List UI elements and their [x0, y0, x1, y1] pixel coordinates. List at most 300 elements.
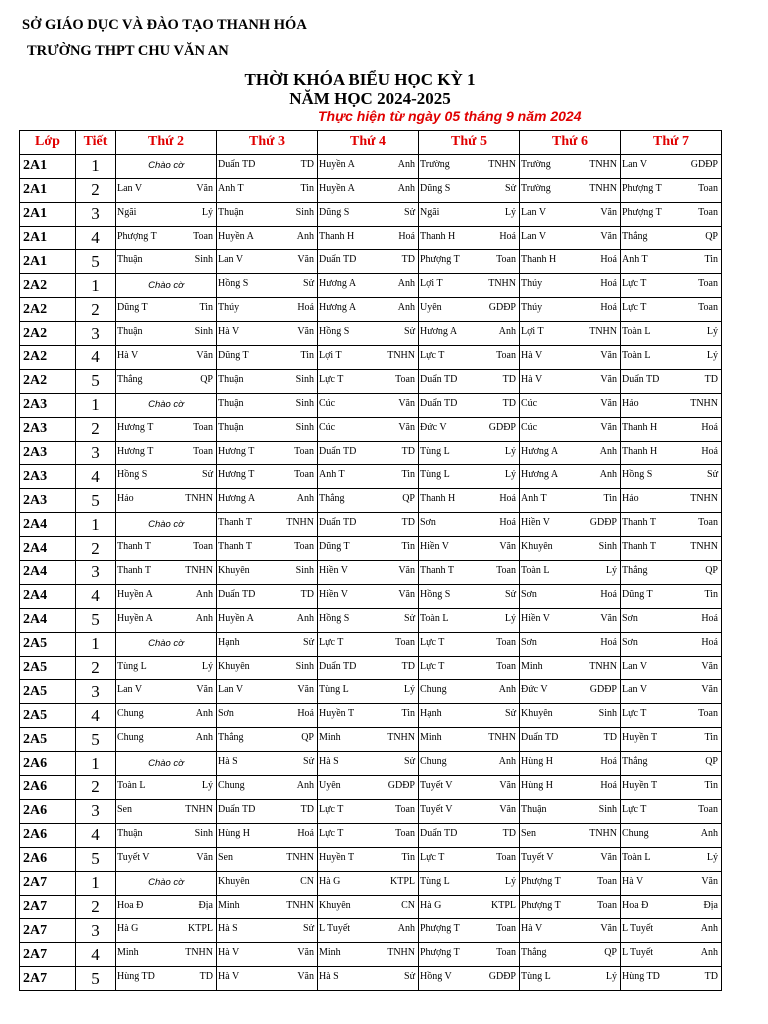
subject-name: Anh: [195, 732, 213, 744]
period-cell: 1: [76, 871, 116, 895]
subject-name: Toan: [193, 445, 213, 457]
lesson-cell: [520, 441, 621, 465]
lesson-cell: [419, 584, 520, 608]
lesson-cell: [318, 274, 419, 298]
lesson-cell: [520, 823, 621, 847]
teacher-name: Lan V: [521, 206, 547, 218]
subject-name: Văn: [499, 803, 516, 815]
teacher-name: Huyền T: [622, 780, 658, 792]
subject-name: TD: [401, 660, 415, 672]
subject-name: Toan: [496, 660, 516, 672]
subject-name: TD: [300, 803, 314, 815]
period-cell: 3: [76, 561, 116, 585]
subject-name: TNHN: [185, 803, 213, 815]
lesson-cell: [217, 513, 318, 537]
subject-name: Tin: [401, 541, 415, 553]
subject-name: QP: [301, 732, 314, 744]
class-cell: 2A4: [20, 513, 76, 537]
lesson-cell: [116, 465, 217, 489]
subject-name: Sử: [505, 182, 516, 194]
subject-name: Hoá: [600, 588, 617, 600]
teacher-name: Lợi T: [521, 326, 544, 338]
teacher-name: L Tuyết: [622, 923, 654, 935]
teacher-name: Khuyên: [521, 541, 553, 553]
teacher-name: Lực T: [319, 636, 344, 648]
subject-name: Tin: [401, 469, 415, 481]
subject-name: Tin: [704, 588, 718, 600]
teacher-name: Huyền A: [218, 230, 254, 242]
subject-name: Sử: [404, 756, 415, 768]
teacher-name: Hương T: [218, 445, 255, 457]
lesson-cell: [520, 154, 621, 178]
subject-name: Hoá: [297, 708, 314, 720]
teacher-name: Thanh T: [117, 565, 151, 577]
subject-name: Anh: [599, 469, 617, 481]
class-cell: 2A1: [20, 202, 76, 226]
teacher-name: Hương T: [218, 469, 255, 481]
lesson-cell: [621, 584, 722, 608]
subject-name: Văn: [297, 684, 314, 696]
teacher-name: Hiền V: [521, 612, 550, 624]
lesson-cell: [520, 895, 621, 919]
subject-name: TNHN: [286, 899, 314, 911]
lesson-cell: [318, 847, 419, 871]
period-cell: 5: [76, 250, 116, 274]
lesson-cell: [318, 919, 419, 943]
teacher-name: Thắng: [218, 732, 244, 744]
teacher-name: Minh: [319, 947, 341, 959]
teacher-name: Minh: [420, 732, 442, 744]
lesson-cell: [116, 776, 217, 800]
lesson-cell: [419, 943, 520, 967]
subject-name: Hoá: [701, 636, 718, 648]
subject-name: Toan: [193, 230, 213, 242]
class-cell: 2A3: [20, 393, 76, 417]
lesson-cell: [621, 943, 722, 967]
subject-name: Hoá: [600, 780, 617, 792]
subject-name: KTPL: [390, 875, 415, 887]
lesson-cell: [520, 847, 621, 871]
teacher-name: Lực T: [319, 827, 344, 839]
subject-name: TD: [401, 445, 415, 457]
subject-name: Sử: [505, 588, 516, 600]
teacher-name: Chung: [420, 684, 447, 696]
teacher-name: Duẩn TD: [420, 827, 458, 839]
teacher-name: Toàn L: [521, 565, 550, 577]
teacher-name: Lực T: [622, 708, 647, 720]
table-row: [20, 393, 722, 417]
subject-name: Hoá: [499, 230, 516, 242]
lesson-cell: [621, 823, 722, 847]
period-cell: 3: [76, 799, 116, 823]
teacher-name: Chung: [218, 780, 245, 792]
lesson-cell: [116, 608, 217, 632]
teacher-name: Uyên: [420, 302, 442, 314]
subject-name: Tin: [704, 780, 718, 792]
teacher-name: Tùng L: [117, 660, 147, 672]
teacher-name: Đức V: [521, 684, 548, 696]
subject-name: Toan: [294, 469, 314, 481]
period-cell: 4: [76, 943, 116, 967]
lesson-cell: [116, 202, 217, 226]
subject-name: Hoá: [701, 612, 718, 624]
teacher-name: Sen: [521, 827, 536, 839]
lesson-cell: [520, 513, 621, 537]
subject-name: Hoá: [398, 230, 415, 242]
teacher-name: Lan V: [622, 158, 648, 170]
col-header-tuesday: Thứ 3: [217, 131, 318, 155]
lesson-cell: [419, 537, 520, 561]
lesson-cell: [621, 537, 722, 561]
teacher-name: Lực T: [420, 636, 445, 648]
teacher-name: Thanh H: [420, 230, 456, 242]
period-cell: 1: [76, 752, 116, 776]
lesson-cell: [419, 202, 520, 226]
subject-name: Lý: [201, 206, 213, 218]
subject-name: Văn: [600, 206, 617, 218]
col-header-class: Lớp: [20, 131, 76, 155]
teacher-name: Lan V: [117, 182, 143, 194]
teacher-name: Anh T: [622, 254, 648, 266]
lesson-cell: [621, 202, 722, 226]
subject-name: Toan: [597, 899, 617, 911]
teacher-name: Thuận: [218, 206, 244, 218]
teacher-name: Thanh T: [622, 517, 656, 529]
lesson-cell: [217, 298, 318, 322]
subject-name: Lý: [706, 851, 718, 863]
lesson-cell: [419, 823, 520, 847]
teacher-name: Lực T: [622, 302, 647, 314]
table-row: [20, 895, 722, 919]
teacher-name: Lan V: [117, 684, 143, 696]
subject-name: Sinh: [295, 397, 314, 409]
lesson-cell: [318, 537, 419, 561]
subject-name: TNHN: [185, 493, 213, 505]
lesson-cell: [217, 704, 318, 728]
lesson-cell: [217, 226, 318, 250]
teacher-name: Huyền A: [319, 182, 355, 194]
subject-name: Sinh: [194, 827, 213, 839]
subject-name: Lý: [605, 565, 617, 577]
teacher-name: Anh T: [218, 182, 244, 194]
subject-name: Văn: [701, 875, 718, 887]
subject-name: TD: [603, 732, 617, 744]
teacher-name: Dũng T: [117, 302, 148, 314]
lesson-cell: [419, 226, 520, 250]
subject-name: Toan: [294, 541, 314, 553]
period-cell: 2: [76, 895, 116, 919]
subject-name: Sử: [404, 971, 415, 983]
teacher-name: Lực T: [622, 803, 647, 815]
subject-name: TD: [704, 971, 718, 983]
subject-name: GDĐP: [488, 421, 516, 433]
class-cell: 2A3: [20, 465, 76, 489]
table-row: [20, 656, 722, 680]
lesson-cell: [318, 561, 419, 585]
lesson-cell: [419, 322, 520, 346]
table-row: [20, 847, 722, 871]
teacher-name: Trường: [420, 158, 450, 170]
teacher-name: Hồng S: [117, 469, 148, 481]
class-cell: 2A2: [20, 274, 76, 298]
lesson-cell: [217, 322, 318, 346]
subject-name: Sử: [303, 278, 314, 290]
teacher-name: Khuyên: [218, 660, 250, 672]
subject-name: QP: [705, 230, 718, 242]
lesson-cell: [419, 704, 520, 728]
lesson-cell: [621, 322, 722, 346]
lesson-cell: [621, 298, 722, 322]
lesson-cell: [318, 202, 419, 226]
lesson-cell: [116, 369, 217, 393]
teacher-name: Khuyên: [218, 565, 250, 577]
teacher-name: Thắng: [622, 230, 648, 242]
teacher-name: Hảo: [117, 493, 134, 505]
subject-name: Toan: [698, 278, 718, 290]
subject-name: Lý: [201, 780, 213, 792]
class-cell: 2A7: [20, 967, 76, 991]
subject-name: TD: [300, 158, 314, 170]
lesson-cell: [419, 465, 520, 489]
subject-name: Tin: [603, 493, 617, 505]
subject-name: Tin: [300, 350, 314, 362]
lesson-cell: [318, 346, 419, 370]
class-cell: 2A1: [20, 250, 76, 274]
subject-name: TD: [401, 517, 415, 529]
teacher-name: Duẩn TD: [319, 660, 357, 672]
lesson-cell: [116, 489, 217, 513]
teacher-name: Hùng H: [218, 827, 250, 839]
teacher-name: Thắng: [521, 947, 547, 959]
subject-name: Lý: [706, 326, 718, 338]
subject-name: Sử: [707, 469, 718, 481]
subject-name: Sử: [303, 923, 314, 935]
lesson-cell: [217, 608, 318, 632]
subject-name: Toan: [496, 565, 516, 577]
lesson-cell: [116, 250, 217, 274]
lesson-cell: [217, 393, 318, 417]
col-header-period: Tiết: [76, 131, 116, 155]
lesson-cell: [419, 967, 520, 991]
teacher-name: Anh T: [521, 493, 547, 505]
lesson-cell: [621, 847, 722, 871]
lesson-cell: [520, 417, 621, 441]
teacher-name: Thanh T: [218, 517, 252, 529]
period-cell: 3: [76, 202, 116, 226]
lesson-cell: [520, 608, 621, 632]
lesson-cell: [217, 346, 318, 370]
lesson-cell: [318, 393, 419, 417]
table-row: [20, 178, 722, 202]
table-row: [20, 202, 722, 226]
subject-name: Sử: [202, 469, 213, 481]
lesson-cell: [621, 417, 722, 441]
lesson-cell: [621, 178, 722, 202]
table-row: [20, 752, 722, 776]
school-name: TRƯỜNG THPT CHU VĂN AN: [27, 43, 229, 59]
subject-name: TNHN: [488, 732, 516, 744]
teacher-name: Hồng V: [420, 971, 452, 983]
subject-name: QP: [402, 493, 415, 505]
subject-name: Anh: [397, 182, 415, 194]
lesson-cell: [520, 250, 621, 274]
subject-name: QP: [604, 947, 617, 959]
lesson-cell: [520, 799, 621, 823]
period-cell: 5: [76, 608, 116, 632]
lesson-cell: [116, 895, 217, 919]
lesson-cell: [419, 298, 520, 322]
class-cell: 2A2: [20, 298, 76, 322]
teacher-name: Hương T: [117, 445, 154, 457]
lesson-cell: [419, 250, 520, 274]
lesson-cell: [621, 632, 722, 656]
class-cell: 2A6: [20, 752, 76, 776]
teacher-name: Hạnh: [218, 636, 240, 648]
lesson-cell: [419, 632, 520, 656]
lesson-cell: [520, 226, 621, 250]
subject-name: Hoá: [297, 302, 314, 314]
lesson-cell: [520, 178, 621, 202]
lesson-cell: [116, 441, 217, 465]
table-row: [20, 608, 722, 632]
teacher-name: Hà G: [420, 899, 442, 911]
subject-name: Toan: [496, 923, 516, 935]
lesson-cell: [621, 561, 722, 585]
lesson-cell: [419, 393, 520, 417]
lesson-cell: [520, 465, 621, 489]
teacher-name: Hùng H: [521, 780, 553, 792]
lesson-cell: [520, 393, 621, 417]
teacher-name: Duẩn TD: [319, 445, 357, 457]
subject-name: Văn: [398, 421, 415, 433]
subject-name: Văn: [600, 851, 617, 863]
teacher-name: Tùng L: [319, 684, 349, 696]
lesson-cell: [217, 584, 318, 608]
subject-name: Văn: [600, 373, 617, 385]
teacher-name: Hồng S: [622, 469, 653, 481]
subject-name: GDĐP: [589, 517, 617, 529]
teacher-name: Cúc: [319, 421, 336, 433]
teacher-name: Dũng T: [319, 541, 350, 553]
teacher-name: Dũng S: [319, 206, 350, 218]
subject-name: Lý: [706, 350, 718, 362]
teacher-name: Dũng T: [218, 350, 249, 362]
table-row: [20, 298, 722, 322]
teacher-name: Lan V: [218, 254, 244, 266]
class-cell: 2A2: [20, 322, 76, 346]
flag-salute-cell: Chào cờ: [116, 871, 217, 895]
teacher-name: L Tuyết: [319, 923, 351, 935]
subject-name: Sử: [303, 636, 314, 648]
col-header-monday: Thứ 2: [116, 131, 217, 155]
lesson-cell: [520, 752, 621, 776]
flag-salute-cell: Chào cờ: [116, 752, 217, 776]
subject-name: TNHN: [387, 350, 415, 362]
lesson-cell: [520, 489, 621, 513]
teacher-name: Toàn L: [420, 612, 449, 624]
subject-name: Văn: [398, 397, 415, 409]
teacher-name: Hương A: [319, 278, 357, 290]
lesson-cell: [318, 608, 419, 632]
subject-name: GDĐP: [488, 971, 516, 983]
period-cell: 4: [76, 346, 116, 370]
teacher-name: Tùng L: [420, 445, 450, 457]
lesson-cell: [217, 369, 318, 393]
subject-name: Văn: [499, 541, 516, 553]
teacher-name: Huyền T: [622, 732, 658, 744]
subject-name: Văn: [600, 612, 617, 624]
lesson-cell: [419, 895, 520, 919]
teacher-name: Toàn L: [622, 350, 651, 362]
table-row: [20, 274, 722, 298]
teacher-name: Tuyết V: [420, 803, 453, 815]
teacher-name: Duẩn TD: [218, 803, 256, 815]
teacher-name: Toàn L: [117, 780, 146, 792]
teacher-name: Sơn: [521, 588, 537, 600]
teacher-name: Duẩn TD: [420, 373, 458, 385]
class-cell: 2A4: [20, 561, 76, 585]
teacher-name: Hà V: [218, 947, 240, 959]
class-cell: 2A4: [20, 537, 76, 561]
teacher-name: Duẩn TD: [622, 373, 660, 385]
table-row: [20, 346, 722, 370]
lesson-cell: [621, 704, 722, 728]
subject-name: Sinh: [598, 541, 617, 553]
subject-name: Sử: [505, 708, 516, 720]
subject-name: Hoá: [600, 636, 617, 648]
teacher-name: Hà V: [117, 350, 139, 362]
flag-salute-cell: Chào cờ: [116, 154, 217, 178]
subject-name: TD: [502, 373, 516, 385]
subject-name: Sinh: [598, 708, 617, 720]
subject-name: Anh: [195, 708, 213, 720]
teacher-name: Phượng T: [420, 254, 460, 266]
subject-name: GDĐP: [690, 158, 718, 170]
subject-name: TD: [401, 254, 415, 266]
timetable: [19, 130, 722, 991]
flag-salute-cell: Chào cờ: [116, 632, 217, 656]
teacher-name: Duẩn TD: [319, 254, 357, 266]
lesson-cell: [318, 776, 419, 800]
subject-name: Toan: [698, 803, 718, 815]
teacher-name: Thắng: [622, 565, 648, 577]
class-cell: 2A5: [20, 680, 76, 704]
lesson-cell: [116, 704, 217, 728]
lesson-cell: [217, 250, 318, 274]
lesson-cell: [217, 274, 318, 298]
class-cell: 2A6: [20, 823, 76, 847]
lesson-cell: [318, 369, 419, 393]
lesson-cell: [318, 178, 419, 202]
teacher-name: Hương T: [117, 421, 154, 433]
lesson-cell: [621, 656, 722, 680]
lesson-cell: [318, 728, 419, 752]
teacher-name: Khuyên: [218, 875, 250, 887]
teacher-name: Hương A: [521, 445, 559, 457]
lesson-cell: [419, 680, 520, 704]
subject-name: Văn: [600, 230, 617, 242]
subject-name: Văn: [196, 684, 213, 696]
lesson-cell: [217, 871, 318, 895]
subject-name: Lý: [504, 469, 516, 481]
teacher-name: L Tuyết: [622, 947, 654, 959]
lesson-cell: [419, 919, 520, 943]
teacher-name: Toàn L: [622, 326, 651, 338]
subject-name: Hoá: [297, 827, 314, 839]
header-row: [20, 131, 722, 155]
subject-name: Sinh: [295, 421, 314, 433]
lesson-cell: [318, 871, 419, 895]
